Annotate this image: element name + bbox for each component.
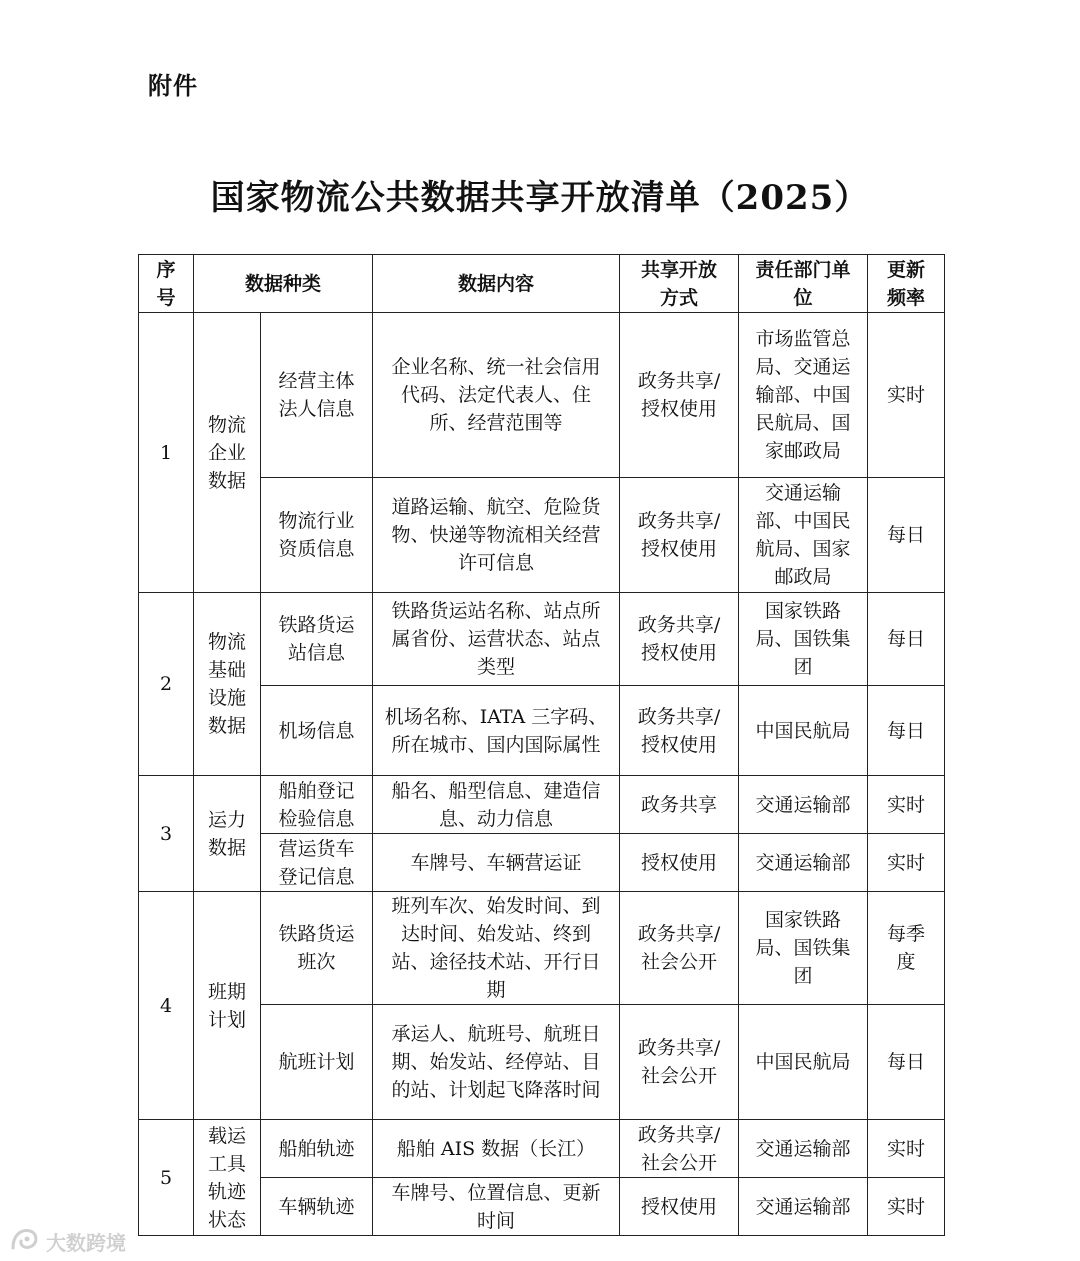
data-content: 铁路货运站名称、站点所属省份、运营状态、站点类型: [373, 593, 620, 686]
data-content: 船名、船型信息、建造信息、动力信息: [373, 776, 620, 834]
sub-category: 船舶轨迹: [261, 1120, 373, 1178]
group-index: 1: [139, 313, 194, 593]
department: 中国民航局: [739, 686, 868, 776]
frequency: 实时: [868, 834, 945, 892]
group-index: 3: [139, 776, 194, 892]
department: 市场监管总局、交通运输部、中国民航局、国家邮政局: [739, 313, 868, 478]
frequency: 实时: [868, 313, 945, 478]
frequency: 实时: [868, 776, 945, 834]
sub-category: 铁路货运班次: [261, 892, 373, 1005]
department: 交通运输部、中国民航局、国家邮政局: [739, 478, 868, 593]
data-content: 承运人、航班号、航班日期、始发站、经停站、目的站、计划起飞降落时间: [373, 1005, 620, 1120]
header-content: 数据内容: [373, 255, 620, 313]
table-row: [139, 892, 945, 1005]
frequency: 每日: [868, 1005, 945, 1120]
table-row: [139, 776, 945, 834]
data-content: 车牌号、车辆营运证: [373, 834, 620, 892]
table-row: [139, 1120, 945, 1178]
table-header-row: [139, 255, 945, 313]
data-content: 企业名称、统一社会信用代码、法定代表人、住所、经营范围等: [373, 313, 620, 478]
frequency: 每季度: [868, 892, 945, 1005]
data-content: 班列车次、始发时间、到达时间、始发站、终到站、途径技术站、开行日期: [373, 892, 620, 1005]
group-category: 物流基础设施数据: [194, 593, 261, 776]
share-method: 授权使用: [620, 1178, 739, 1236]
header-index: 序号: [139, 255, 194, 313]
frequency: 每日: [868, 593, 945, 686]
department: 中国民航局: [739, 1005, 868, 1120]
group-index: 2: [139, 593, 194, 776]
department: 交通运输部: [739, 1178, 868, 1236]
department: 国家铁路局、国铁集团: [739, 892, 868, 1005]
watermark-text: 大数跨境: [46, 1230, 126, 1255]
data-sharing-table: [138, 254, 945, 1236]
group-category: 班期计划: [194, 892, 261, 1120]
sub-category: 船舶登记检验信息: [261, 776, 373, 834]
sub-category: 车辆轨迹: [261, 1178, 373, 1236]
share-method: 政务共享: [620, 776, 739, 834]
group-index: 5: [139, 1120, 194, 1236]
watermark-logo-icon: [10, 1226, 40, 1257]
data-content: 车牌号、位置信息、更新时间: [373, 1178, 620, 1236]
department: 交通运输部: [739, 776, 868, 834]
department: 交通运输部: [739, 1120, 868, 1178]
sub-category: 物流行业资质信息: [261, 478, 373, 593]
share-method: 政务共享/授权使用: [620, 478, 739, 593]
frequency: 实时: [868, 1120, 945, 1178]
share-method: 政务共享/社会公开: [620, 892, 739, 1005]
group-index: 4: [139, 892, 194, 1120]
watermark: [10, 1226, 126, 1256]
frequency: 每日: [868, 478, 945, 593]
data-content: 船舶 AIS 数据（长江）: [373, 1120, 620, 1178]
attachment-label: 附件: [148, 72, 198, 100]
department: 交通运输部: [739, 834, 868, 892]
sub-category: 航班计划: [261, 1005, 373, 1120]
table-row: [139, 593, 945, 686]
group-category: 运力数据: [194, 776, 261, 892]
group-category: 物流企业数据: [194, 313, 261, 593]
share-method: 政务共享/社会公开: [620, 1120, 739, 1178]
sub-category: 机场信息: [261, 686, 373, 776]
data-content: 道路运输、航空、危险货物、快递等物流相关经营许可信息: [373, 478, 620, 593]
department: 国家铁路局、国铁集团: [739, 593, 868, 686]
sub-category: 经营主体法人信息: [261, 313, 373, 478]
share-method: 政务共享/授权使用: [620, 686, 739, 776]
header-category: 数据种类: [194, 255, 373, 313]
sub-category: 铁路货运站信息: [261, 593, 373, 686]
header-department: 责任部门单位: [739, 255, 868, 313]
header-method: 共享开放方式: [620, 255, 739, 313]
frequency: 实时: [868, 1178, 945, 1236]
frequency: 每日: [868, 686, 945, 776]
data-content: 机场名称、IATA 三字码、所在城市、国内国际属性: [373, 686, 620, 776]
share-method: 政务共享/授权使用: [620, 593, 739, 686]
share-method: 授权使用: [620, 834, 739, 892]
header-frequency: 更新频率: [868, 255, 945, 313]
group-category: 载运工具轨迹状态: [194, 1120, 261, 1236]
sub-category: 营运货车登记信息: [261, 834, 373, 892]
share-method: 政务共享/社会公开: [620, 1005, 739, 1120]
share-method: 政务共享/授权使用: [620, 313, 739, 478]
table-row: [139, 313, 945, 478]
document-title: 国家物流公共数据共享开放清单（2025）: [210, 178, 870, 218]
